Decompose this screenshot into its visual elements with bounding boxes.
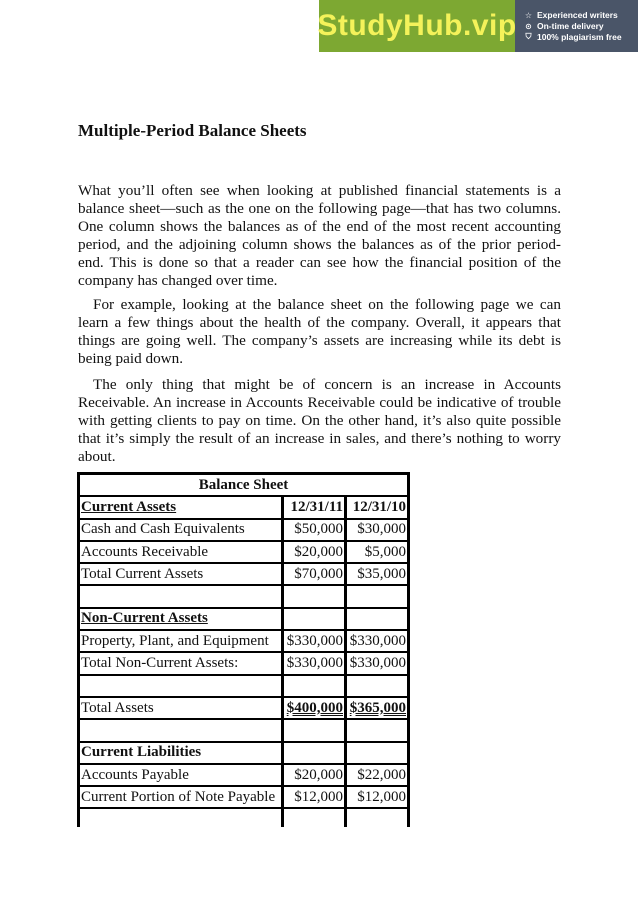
table-row — [80, 743, 407, 765]
value-2010 — [347, 720, 407, 742]
value-2011 — [284, 743, 347, 765]
value-2010 — [347, 609, 407, 631]
table-row — [80, 809, 407, 827]
value-2011 — [284, 586, 347, 608]
value-2010: $365,000 — [347, 698, 407, 720]
value-2010 — [347, 809, 407, 827]
feature-text: 100% plagiarism free — [537, 32, 622, 42]
value-2011: $12,000 — [284, 787, 347, 809]
table-row — [80, 564, 407, 586]
table-row — [80, 698, 407, 720]
row-label — [80, 720, 284, 742]
row-label — [80, 586, 284, 608]
value-2010 — [347, 586, 407, 608]
feature-text: Experienced writers — [537, 10, 618, 20]
row-label: Cash and Cash Equivalents — [80, 520, 284, 542]
table-caption: Balance Sheet — [80, 475, 407, 497]
value-2011: $20,000 — [284, 765, 347, 787]
table-row — [80, 765, 407, 787]
paragraph-concern: The only thing that might be of concern is an increase in Accounts Receivable. An increase in Accounts Receivable could be indicative of trouble with getting clients to pay on time. On the other hand, it’s also quite possible that it’s simply the result of an increase in sales, and there’s nothing to worry about. — [78, 376, 561, 465]
value-2011: $400,000 — [284, 698, 347, 720]
value-2011 — [284, 720, 347, 742]
value-2010: $35,000 — [347, 564, 407, 586]
value-2011: $20,000 — [284, 542, 347, 564]
table-row — [80, 542, 407, 564]
row-label: Current Portion of Note Payable — [80, 787, 284, 809]
row-label: Current Liabilities — [80, 743, 284, 765]
row-label: Total Non-Current Assets: — [80, 653, 284, 675]
value-2011 — [284, 809, 347, 827]
shield-icon: ⛉ — [525, 32, 532, 41]
table-caption-row — [80, 475, 407, 497]
feature-item — [524, 32, 638, 42]
value-2011 — [284, 609, 347, 631]
value-2010: $330,000 — [347, 631, 407, 653]
row-label — [80, 676, 284, 698]
value-2011: 12/31/11 — [284, 497, 347, 519]
value-2010 — [347, 676, 407, 698]
table-row — [80, 609, 407, 631]
balance-sheet — [77, 472, 410, 827]
table-row — [80, 586, 407, 608]
table-row — [80, 787, 407, 809]
page-title: Multiple-Period Balance Sheets — [78, 121, 307, 140]
table-row — [80, 653, 407, 675]
value-2010: $12,000 — [347, 787, 407, 809]
value-2010: 12/31/10 — [347, 497, 407, 519]
row-label — [80, 809, 284, 827]
paragraph-intro: What you’ll often see when looking at published financial statements is a balance sheet—such as the one on the following page—that has two columns. One column shows the balances as of the end of the most recent accounting period, and the adjoining column shows the balances as of the prior period-end. This is done so that a reader can see how the financial position of the company has changed over time. — [78, 182, 561, 289]
table-row — [80, 720, 407, 742]
feature-list — [515, 0, 638, 52]
row-label: Accounts Payable — [80, 765, 284, 787]
table-row — [80, 631, 407, 653]
promo-banner[interactable] — [319, 0, 638, 52]
row-label: Property, Plant, and Equipment — [80, 631, 284, 653]
row-label: Total Assets — [80, 698, 284, 720]
value-2010: $330,000 — [347, 653, 407, 675]
value-2011: $330,000 — [284, 631, 347, 653]
row-label: Non-Current Assets — [80, 609, 284, 631]
row-label: Current Assets — [80, 497, 284, 519]
star-icon: ☆ — [524, 10, 533, 20]
value-2010 — [347, 743, 407, 765]
value-2011 — [284, 676, 347, 698]
paragraph-example: For example, looking at the balance sheet on the following page we can learn a few things about the health of the company. Overall, it appears that things are going well. The company’s assets are increasing while its debt is being paid down. — [78, 296, 561, 367]
feature-item — [524, 10, 638, 20]
value-2011: $50,000 — [284, 520, 347, 542]
value-2011: $70,000 — [284, 564, 347, 586]
table-row — [80, 497, 407, 519]
feature-item — [524, 21, 638, 31]
balance-sheet-table — [77, 472, 410, 827]
brand-logo: StudyHub.vip — [319, 0, 515, 52]
feature-text: On-time delivery — [537, 21, 604, 31]
value-2010: $22,000 — [347, 765, 407, 787]
value-2011: $330,000 — [284, 653, 347, 675]
value-2010: $5,000 — [347, 542, 407, 564]
clock-icon: ⊙ — [525, 21, 532, 31]
row-label: Total Current Assets — [80, 564, 284, 586]
row-label: Accounts Receivable — [80, 542, 284, 564]
table-row — [80, 520, 407, 542]
table-row — [80, 676, 407, 698]
value-2010: $30,000 — [347, 520, 407, 542]
